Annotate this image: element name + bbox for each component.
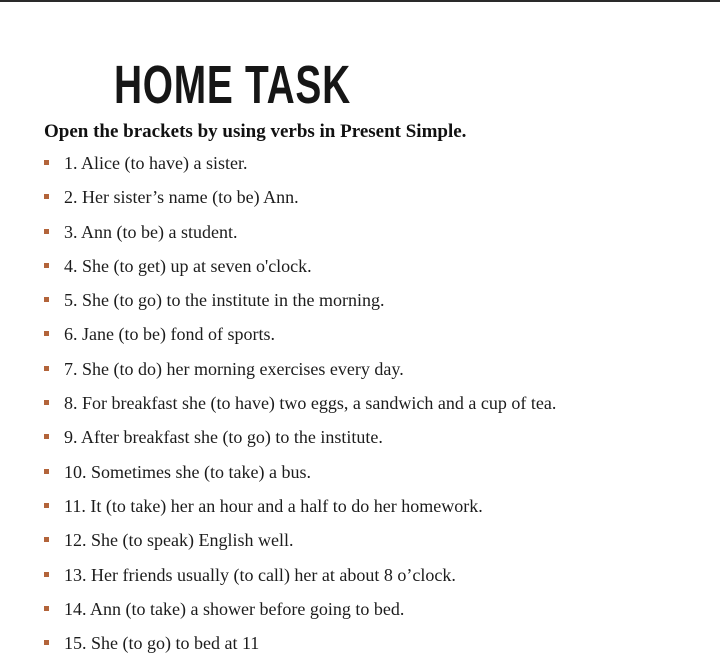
task-text: 15. She (to go) to bed at 11 [64,633,260,654]
bullet-icon [44,229,49,234]
bullet-icon [44,263,49,268]
bullet-icon [44,503,49,508]
task-text: 4. She (to get) up at seven o'clock. [64,255,312,276]
task-text: 3. Ann (to be) a student. [64,221,238,242]
task-instruction: Open the brackets by using verbs in Present Simple. [44,121,467,142]
bullet-icon [44,400,49,405]
bullet-icon [44,606,49,611]
task-text: 9. After breakfast she (to go) to the institute. [64,427,383,448]
list-item [44,185,556,219]
list-item [44,288,556,322]
list-item [44,254,556,288]
list-item [44,494,556,528]
task-text: 1. Alice (to have) a sister. [64,153,248,173]
task-text: 2. Her sister’s name (to be) Ann. [64,187,299,208]
bullet-icon [44,297,49,302]
task-text: 5. She (to go) to the institute in the morning. [64,290,385,311]
task-text: 7. She (to do) her morning exercises every day. [64,358,404,379]
list-item [44,322,556,356]
list-item [44,357,556,391]
top-divider [0,0,720,2]
bullet-icon [44,572,49,577]
task-text: 14. Ann (to take) a shower before going to bed. [64,598,405,619]
task-text: 12. She (to speak) English well. [64,530,294,551]
task-text: 11. It (to take) her an hour and a half to do her homework. [64,495,483,516]
page-title: HOME TASK [114,55,351,115]
bullet-icon [44,469,49,474]
bullet-icon [44,160,49,165]
task-text: 8. For breakfast she (to have) two eggs, a sandwich and a cup of tea. [64,393,557,414]
list-item [44,460,556,494]
list-item [44,425,556,459]
bullet-icon [44,366,49,371]
list-item [44,597,556,631]
list-item [44,631,556,665]
list-item [44,528,556,562]
task-list [44,151,556,665]
bullet-icon [44,331,49,336]
bullet-icon [44,434,49,439]
list-item [44,151,556,185]
task-text: 6. Jane (to be) fond of sports. [64,324,275,345]
bullet-icon [44,640,49,645]
list-item [44,220,556,254]
bullet-icon [44,537,49,542]
task-text: 10. Sometimes she (to take) a bus. [64,461,311,482]
task-text: 13. Her friends usually (to call) her at about 8 o’clock. [64,564,456,585]
list-item [44,391,556,425]
list-item [44,563,556,597]
bullet-icon [44,194,49,199]
